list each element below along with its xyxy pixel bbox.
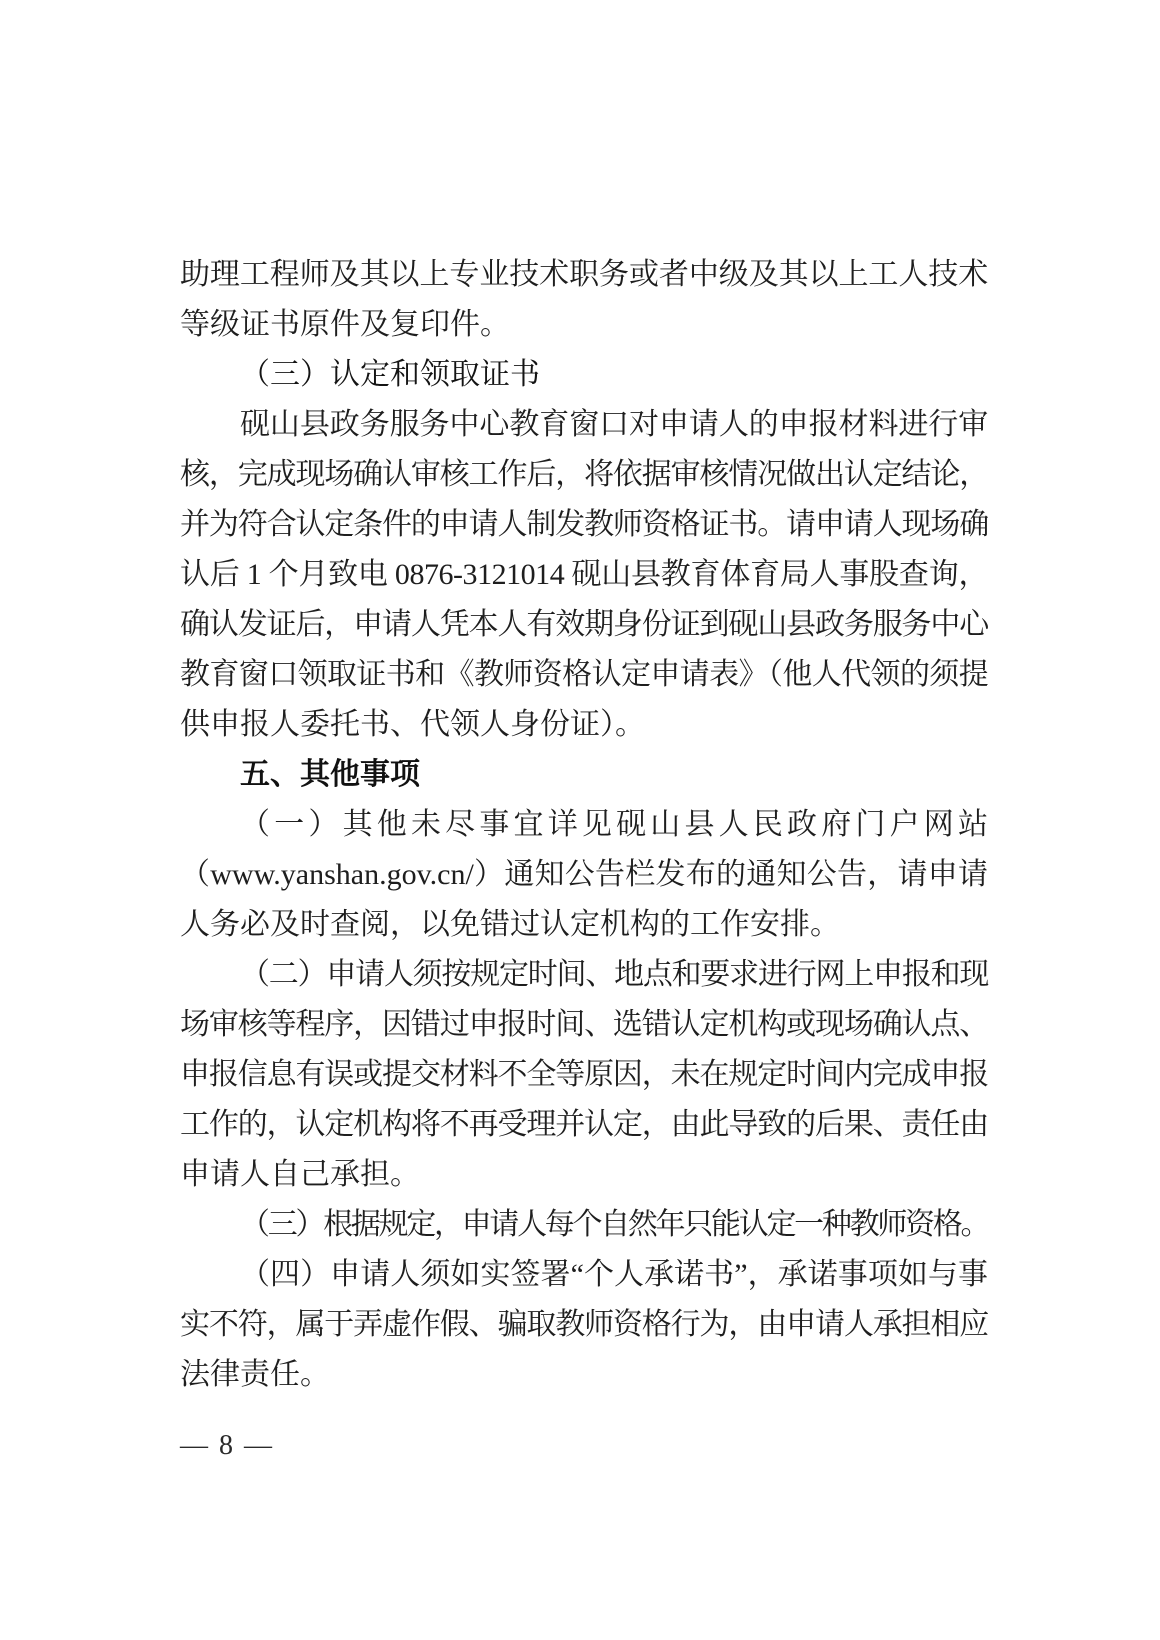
text-line: 供申报人委托书、代领人身份证）。 xyxy=(180,708,645,741)
text-line: （三）认定和领取证书 xyxy=(240,357,540,392)
text-line: （二）申请人须按规定时间、地点和要求进行网上申报和现 xyxy=(240,958,988,991)
text-line: （一）其他未尽事宜详见砚山县人民政府门户网站 xyxy=(240,808,988,841)
text-line: 人务必及时查阅，以免错过认定机构的工作安排。 xyxy=(180,908,840,941)
text-line: 核，完成现场确认审核工作后，将依据审核情况做出认定结论， xyxy=(180,458,988,491)
text-line: 法律责任。 xyxy=(180,1358,330,1391)
paragraph-other-4-personal-commitment xyxy=(180,1250,988,1400)
text-line: （四）申请人须如实签署“个人承诺书”，承诺事项如与事 xyxy=(240,1258,988,1291)
text-line: 场审核等程序，因错过申报时间、选错认定机构或现场确认点、 xyxy=(180,1008,988,1041)
text-line: 等级证书原件及复印件。 xyxy=(180,308,510,341)
paragraph-other-2-deadline-responsibility xyxy=(180,950,988,1200)
text-line: 认后 1 个月致电 0876-3121014 砚山县教育体育局人事股查询， xyxy=(180,558,988,591)
text-line: 确认发证后，申请人凭本人有效期身份证到砚山县政务服务中心 xyxy=(180,608,988,641)
text-line: 工作的，认定机构将不再受理并认定，由此导致的后果、责任由 xyxy=(180,1108,988,1141)
text-line: 助理工程师及其以上专业技术职务或者中级及其以上工人技术 xyxy=(180,258,988,291)
document-body xyxy=(180,250,988,1400)
text-line: 五、其他事项 xyxy=(240,757,420,792)
page-number-label: — 8 — xyxy=(180,1430,274,1461)
subheading-section-3-certificate xyxy=(180,350,988,400)
text-line: （三）根据规定，申请人每个自然年只能认定一种教师资格。 xyxy=(240,1208,988,1241)
heading-section-5-other-matters xyxy=(180,750,988,800)
text-line: （www.yanshan.gov.cn/）通知公告栏发布的通知公告，请申请 xyxy=(180,858,988,891)
text-line: 实不符，属于弄虚作假、骗取教师资格行为，由申请人承担相应 xyxy=(180,1308,988,1341)
text-line: 砚山县政务服务中心教育窗口对申请人的申报材料进行审 xyxy=(240,408,988,441)
paragraph-continuation-materials xyxy=(180,250,988,350)
text-line: 教育窗口领取证书和《教师资格认定申请表》（他人代领的须提 xyxy=(180,658,988,691)
paragraph-other-3-one-qualification-per-year xyxy=(180,1200,988,1250)
text-line: 申报信息有误或提交材料不全等原因，未在规定时间内完成申报 xyxy=(180,1058,988,1091)
paragraph-other-1-website-notice xyxy=(180,800,988,950)
page-number xyxy=(180,1424,274,1468)
text-line: 申请人自己承担。 xyxy=(180,1158,420,1191)
text-line: 并为符合认定条件的申请人制发教师资格证书。请申请人现场确 xyxy=(180,508,988,541)
paragraph-certificate-issuance xyxy=(180,400,988,750)
